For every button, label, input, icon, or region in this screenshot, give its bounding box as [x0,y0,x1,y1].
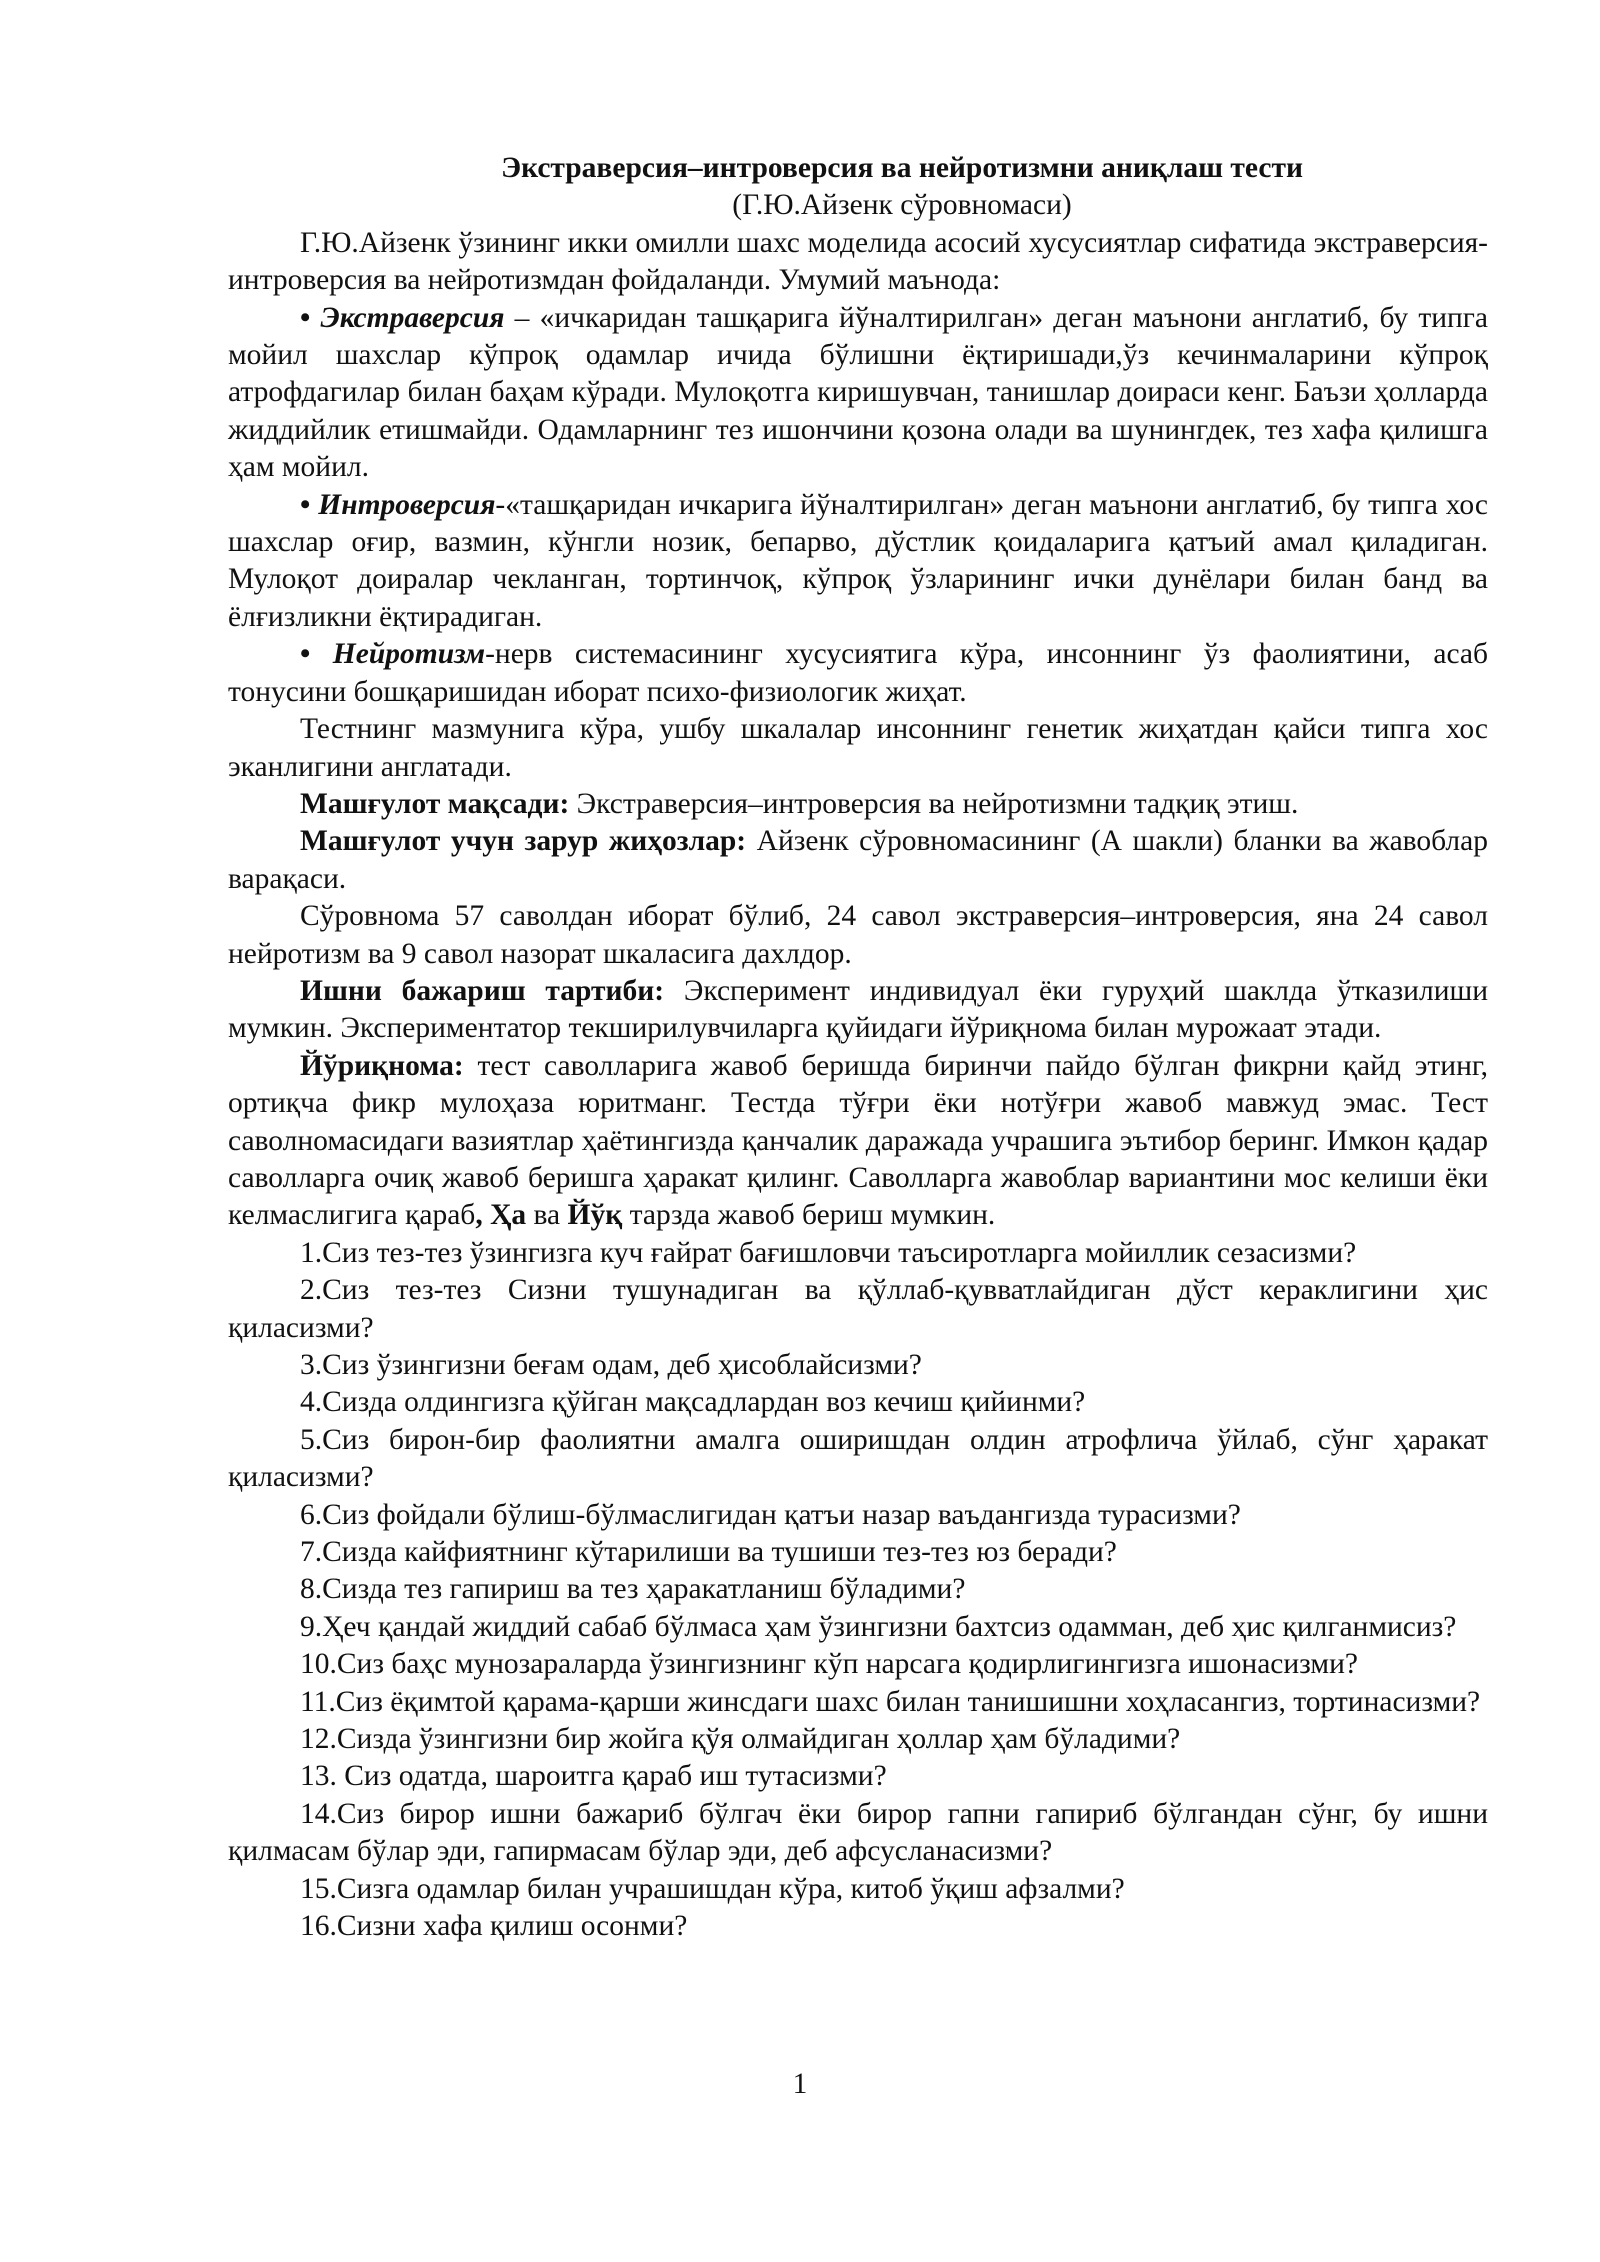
materials-label: Машғулот учун зарур жиҳозлар: [300,825,747,858]
bullet-introversion [228,487,1488,637]
goal-paragraph [228,786,1488,823]
scales-note-paragraph: Тестнинг мазмунига кўра, ушбу шкалалар инсоннинг генетик жиҳатдан қайси типга хос эканлигини англатади. [228,713,1488,783]
composition-paragraph: Сўровнома 57 саволдан иборат бўлиб, 24 савол экстраверсия–интроверсия, яна 24 савол нейротизм ва 9 савол назорат шкаласига дахлдор. [228,900,1488,970]
question-item: 8.Сизда тез гапириш ва тез ҳаракатланиш бўладими? [300,1573,966,1606]
instruction-separator: , [475,1199,491,1232]
bullet-text: -«ташқаридан ичкарига йўналтирилган» деган маънони англатиб, бу типга хос шахслар оғир, вазмин, кўнгли нозик, бепарво, дўстлик қоидаларига қатъий амал қиладиган. Мулоқот доиралар чекланган, тортинчоқ, кўпроқ ўзларининг ички дунёлари билан банд ва ёлғизликни ёқтирадиган. [228,488,1488,633]
bullet-text: – «ичкаридан ташқарига йўналтирилган» деган маънони англатиб, бу типга мойил шахслар кўпроқ одамлар ичида бўлишни ёқтиришади,ўз кечинмаларини кўпроқ атрофдагилар билан баҳам кўради. Мулоқотга киришувчан, танишлар доираси кенг. Баъзи ҳолларда жиддийлик етишмайди. Одамларнинг тез ишончини қозона олади ва шунингдек, тез хафа қилишга ҳам мойил. [228,301,1488,484]
term-extraversion: Экстраверсия [320,301,505,334]
page-number: 1 [792,2068,808,2100]
question-item: 5.Сиз бирон-бир фаолиятни амалга оширишдан олдин атрофлича ўйлаб, сўнг ҳаракат қиласизми? [228,1423,1488,1494]
procedure-paragraph [228,973,1488,1048]
goal-text: Экстраверсия–интроверсия ва нейротизмни тадқиқ этиш. [569,787,1299,820]
bullet-marker: • [300,488,311,521]
bullet-marker: • [300,638,311,671]
question-item: 6.Сиз фойдали бўлиш-бўлмаслигидан қатъи назар ваъдангизда турасизми? [300,1498,1241,1531]
question-item: 7.Сизда кайфиятнинг кўтарилиши ва тушиши тез-тез юз беради? [300,1536,1117,1569]
instruction-text: тест саволларига жавоб беришда биринчи пайдо бўлган фикрни қайд этинг, ортиқча фикр мулоҳаза юритманг. Тестда тўғри ёки нотўғри жавоб мавжуд эмас. Тест саволномасидаги вазиятлар ҳаётингизда қанчалик даражада учрашига эътибор беринг. Имкон қадар саволларга очиқ жавоб беришга ҳаракат қилинг. Саволларга жавоблар вариантини мос келиши ёки келмаслигига қараб [228,1049,1488,1232]
question-item: 16.Сизни хафа қилиш осонми? [300,1910,688,1943]
question-item: 13. Сиз одатда, шароитга қараб иш тутасизми? [300,1760,887,1793]
document-subtitle: (Г.Ю.Айзенк сўровномаси) [732,189,1072,222]
question-item: 14.Сиз бирор ишни бажариб бўлгач ёки бирор гапни гапириб бўлгандан сўнг, бу ишни қилмасам бўлар эди, гапирмасам бўлар эди, деб афсусланасизми? [228,1797,1488,1868]
intro-paragraph: Г.Ю.Айзенк ўзининг икки омилли шахс моделида асосий хусусиятлар сифатида экстраверсия-интроверсия ва нейротизмдан фойдаланди. Умумий маънода: [228,226,1488,297]
materials-paragraph [228,823,1488,898]
instruction-tail: тарзда жавоб бериш мумкин. [622,1199,996,1232]
bullet-extraversion [228,300,1488,487]
document-page [228,150,1488,1946]
bullet-marker: • [300,301,311,334]
goal-label: Машғулот мақсади: [300,787,570,820]
procedure-label: Ишни бажариш тартиби: [300,974,665,1007]
term-neuroticism: Нейротизм [332,638,486,671]
question-item: 3.Сиз ўзингизни беғам одам, деб ҳисоблайсизми? [300,1349,922,1381]
document-title: Экстраверсия–интроверсия ва нейротизмни аниқлаш тести [501,152,1303,184]
instruction-paragraph [228,1048,1488,1235]
question-item: 9.Ҳеч қандай жиддий сабаб бўлмаса ҳам ўзингизни бахтсиз одамман, деб ҳис қилганмисиз? [300,1610,1457,1643]
question-item: 1.Сиз тез-тез ўзингизга куч ғайрат бағишловчи таъсиротларга мойиллик сезасизми? [300,1236,1357,1269]
bullet-neuroticism [228,636,1488,711]
bullet-text: -нерв системасининг хусусиятига кўра, инсоннинг ўз фаолиятини, асаб тонусини бошқаришидан иборат психо-физиологик жиҳат. [228,638,1488,708]
question-item: 11.Сиз ёқимтой қарама-қарши жинсдаги шахс билан танишишни хоҳласангиз, тортинасизми? [300,1685,1481,1718]
question-item: 12.Сизда ўзингизни бир жойга қўя олмайдиган ҳоллар ҳам бўладими? [300,1723,1181,1756]
question-item: 15.Сизга одамлар билан учрашишдан кўра, китоб ўқиш афзалми? [300,1872,1125,1905]
answer-no-label: Йўқ [567,1199,623,1232]
question-item: 2.Сиз тез-тез Сизни тушунадиган ва қўллаб-қувватлайдиган дўст кераклигини ҳис қиласизми? [228,1274,1488,1344]
instruction-label: Йўриқнома: [300,1049,464,1082]
term-introversion: Интроверсия [318,488,496,521]
answer-yes-label: Ҳа [490,1199,527,1232]
question-item: 10.Сиз баҳс мунозараларда ўзингизнинг кўп нарсага қодирлигингизга ишонасизми? [300,1648,1358,1681]
instruction-and: ва [526,1199,568,1232]
question-item: 4.Сизда олдингизга қўйган мақсадлардан воз кечиш қийинми? [300,1386,1086,1419]
procedure-text: Эксперимент индивидуал ёки гуруҳий шаклда ўтказилиши мумкин. Экспериментатор текширилувчиларга қуйидаги йўриқнома билан мурожаат этади. [228,974,1488,1045]
materials-text: Айзенк сўровномасининг (А шакли) бланки ва жавоблар варақаси. [228,825,1488,895]
